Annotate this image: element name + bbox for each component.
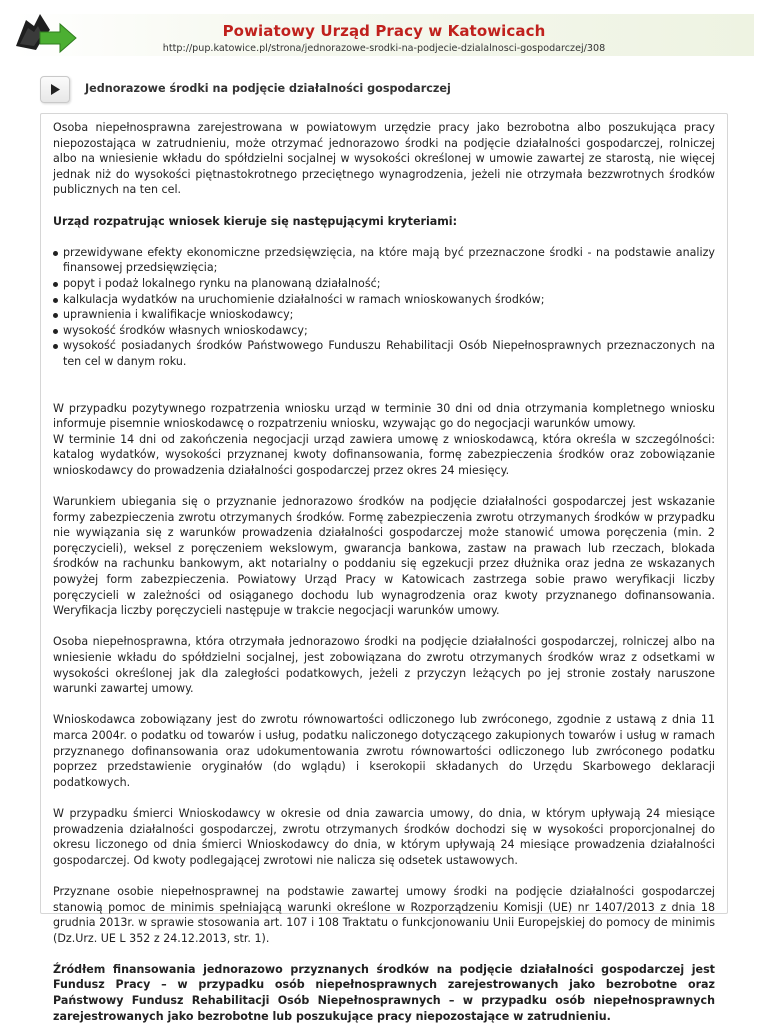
list-item: kalkulacja wydatków na uruchomienie działalności w ramach wnioskowanych środków; bbox=[53, 292, 715, 308]
site-title[interactable]: Powiatowy Urząd Pracy w Katowicach bbox=[222, 22, 546, 40]
death-paragraph: W przypadku śmierci Wnioskodawcy w okresie od dnia zawarcia umowy, do dnia, w którym upływają 24 miesiące prowadzenia działalności gospodarczej, zwrotu otrzymanych środków dochodzi się w wysokości proporcjonalnej do okresu liczonego od dnia śmierci Wnioskodawcy do dnia, w którym upływają 24 miesiące prowadzenia działalności gospodarczej. Od kwoty podlegającej zwrotowi nie nalicza się odsetek ustawowych. bbox=[53, 806, 715, 867]
list-item: uprawnienia i kwalifikacje wnioskodawcy; bbox=[53, 307, 715, 323]
security-paragraph: Warunkiem ubiegania się o przyznanie jednorazowo środków na podjęcie działalności gospodarczej jest wskazanie formy zabezpieczenia zwrotu otrzymanych środków. Formę zabezpieczenia zwrotu otrzymanych środków w przypadku nie wywiązania się z warunków prowadzenia działalności gospodarczej może stanowić umowa poręczenia (min. 2 poręczycieli), weksel z poręczeniem wekslowym, gwarancja bankowa, zastaw na prawach lub rzeczach, blokada środków na rachunku bankowym, akt notarialny o poddaniu się egzekucji przez dłużnika oraz jedna ze wskazanych powyżej form zabezpieczenia. Powiatowy Urząd Pracy w Katowicach zastrzega sobie prawo weryfikacji liczby poręczycieli w zależności od osiąganego dochodu lub wynagrodzenia oraz kwoty przyznanego dofinansowania. Weryfikacja liczby poręczycieli następuje w trakcie negocjacji warunków umowy. bbox=[53, 495, 715, 618]
refund-paragraph: Osoba niepełnosprawna, która otrzymała jednorazowo środki na podjęcie działalności gospodarczej, rolniczej albo na wniesienie wkładu do spółdzielni socjalnej, jest zobowiązana do zwrotu otrzymanych środków wraz z odsetkami w wysokości określonej jak dla zaległości podatkowych, jeżeli z przyczyn leżących po jej stronie zostały naruszone warunki zawartej umowy. bbox=[53, 635, 715, 696]
article-content bbox=[40, 113, 728, 1023]
vat-paragraph: Wnioskodawca zobowiązany jest do zwrotu równowartości odliczonego lub zwróconego, zgodnie z ustawą z dnia 11 marca 2004r. o podatku od towarów i usług, podatku naliczonego dotyczącego zakupionych towarów i usług w ramach przyznanego dofinansowania oraz udokumentowania zwrotu równowartości odliczonego lub zwróconego podatku poprzez przedstawienie oryginałów (do wglądu) i kserokopii składanych do Urzędu Skarbowego deklaracji podatkowych. bbox=[53, 713, 715, 789]
intro-paragraph: Osoba niepełnosprawna zarejestrowana w powiatowym urzędzie pracy jako bezrobotna albo poszukująca pracy niepozostająca w zatrudnieniu, może otrzymać jednorazowo środki na podjęcie działalności gospodarczej, rolniczej albo na wniesienie wkładu do spółdzielni socjalnej w wysokości określonej w umowie zawartej ze starostą, nie więcej jednak niż do wysokości piętnastokrotnego przeciętnego wynagrodzenia, jeżeli nie otrzymała bezzwrotnych środków publicznych na ten cel. bbox=[53, 121, 715, 197]
list-item: popyt i podaż lokalnego rynku na planowaną działalność; bbox=[53, 276, 715, 292]
page-title: Jednorazowe środki na podjęcie działalności gospodarczej bbox=[85, 82, 451, 95]
decision-paragraph: W przypadku pozytywnego rozpatrzenia wniosku urząd w terminie 30 dni od dnia otrzymania kompletnego wniosku informuje pisemnie wnioskodawcę o rozpatrzeniu wniosku, wzywając go do negocjacji warunków umowy. bbox=[53, 401, 715, 431]
play-arrow-icon bbox=[40, 76, 70, 103]
contract-paragraph: W terminie 14 dni od zakończenia negocjacji urząd zawiera umowę z wnioskodawcą, która określa w szczególności: katalog wydatków, wysokości przyznanej kwoty dofinansowania, formę zabezpieczenia środków oraz zobowiązanie wnioskodawcy do prowadzenia działalności gospodarczej przez okres 24 miesięcy. bbox=[53, 432, 715, 477]
list-item: wysokość środków własnych wnioskodawcy; bbox=[53, 323, 715, 339]
funding-source-paragraph: Źródłem finansowania jednorazowo przyznanych środków na podjęcie działalności gospodarczej jest Fundusz Pracy – w przypadku osób niepełnosprawnych zarejestrowanych jako bezrobotne oraz Państwowy Fundusz Rehabilitacji Osób Niepełnosprawnych – w przypadku osób niepełnosprawnych zarejestrowanych jako bezrobotne lub poszukujące pracy niepozostające w zatrudnieniu. bbox=[53, 962, 715, 1023]
list-item: przewidywane efekty ekonomiczne przedsięwzięcia, na które mają być przeznaczone środki - na podstawie analizy finansowej przedsięwzięcia; bbox=[53, 245, 715, 276]
criteria-heading: Urząd rozpatrując wniosek kieruje się następującymi kryteriami: bbox=[53, 214, 458, 228]
page-url: http://pup.katowice.pl/strona/jednorazowe-srodki-na-podjecie-dzialalnosci-gospodarczej/308 bbox=[162, 43, 606, 54]
list-item: wysokość posiadanych środków Państwowego Funduszu Rehabilitacji Osób Niepełnosprawnych przeznaczonych na ten cel w danym roku. bbox=[53, 338, 715, 369]
de-minimis-paragraph: Przyznane osobie niepełnosprawnej na podstawie zawartej umowy środki na podjęcie działalności gospodarczej stanowią pomoc de minimis spełniającą warunki określone w Rozporządzeniu Komisji (UE) nr 1407/2013 z dnia 18 grudnia 2013r. w sprawie stosowania art. 107 i 108 Traktatu o funkcjonowaniu Unii Europejskiej do pomocy de minimis (Dz.Urz. UE L 352 z 24.12.2013, str. 1). bbox=[53, 884, 715, 945]
criteria-list bbox=[53, 245, 715, 370]
